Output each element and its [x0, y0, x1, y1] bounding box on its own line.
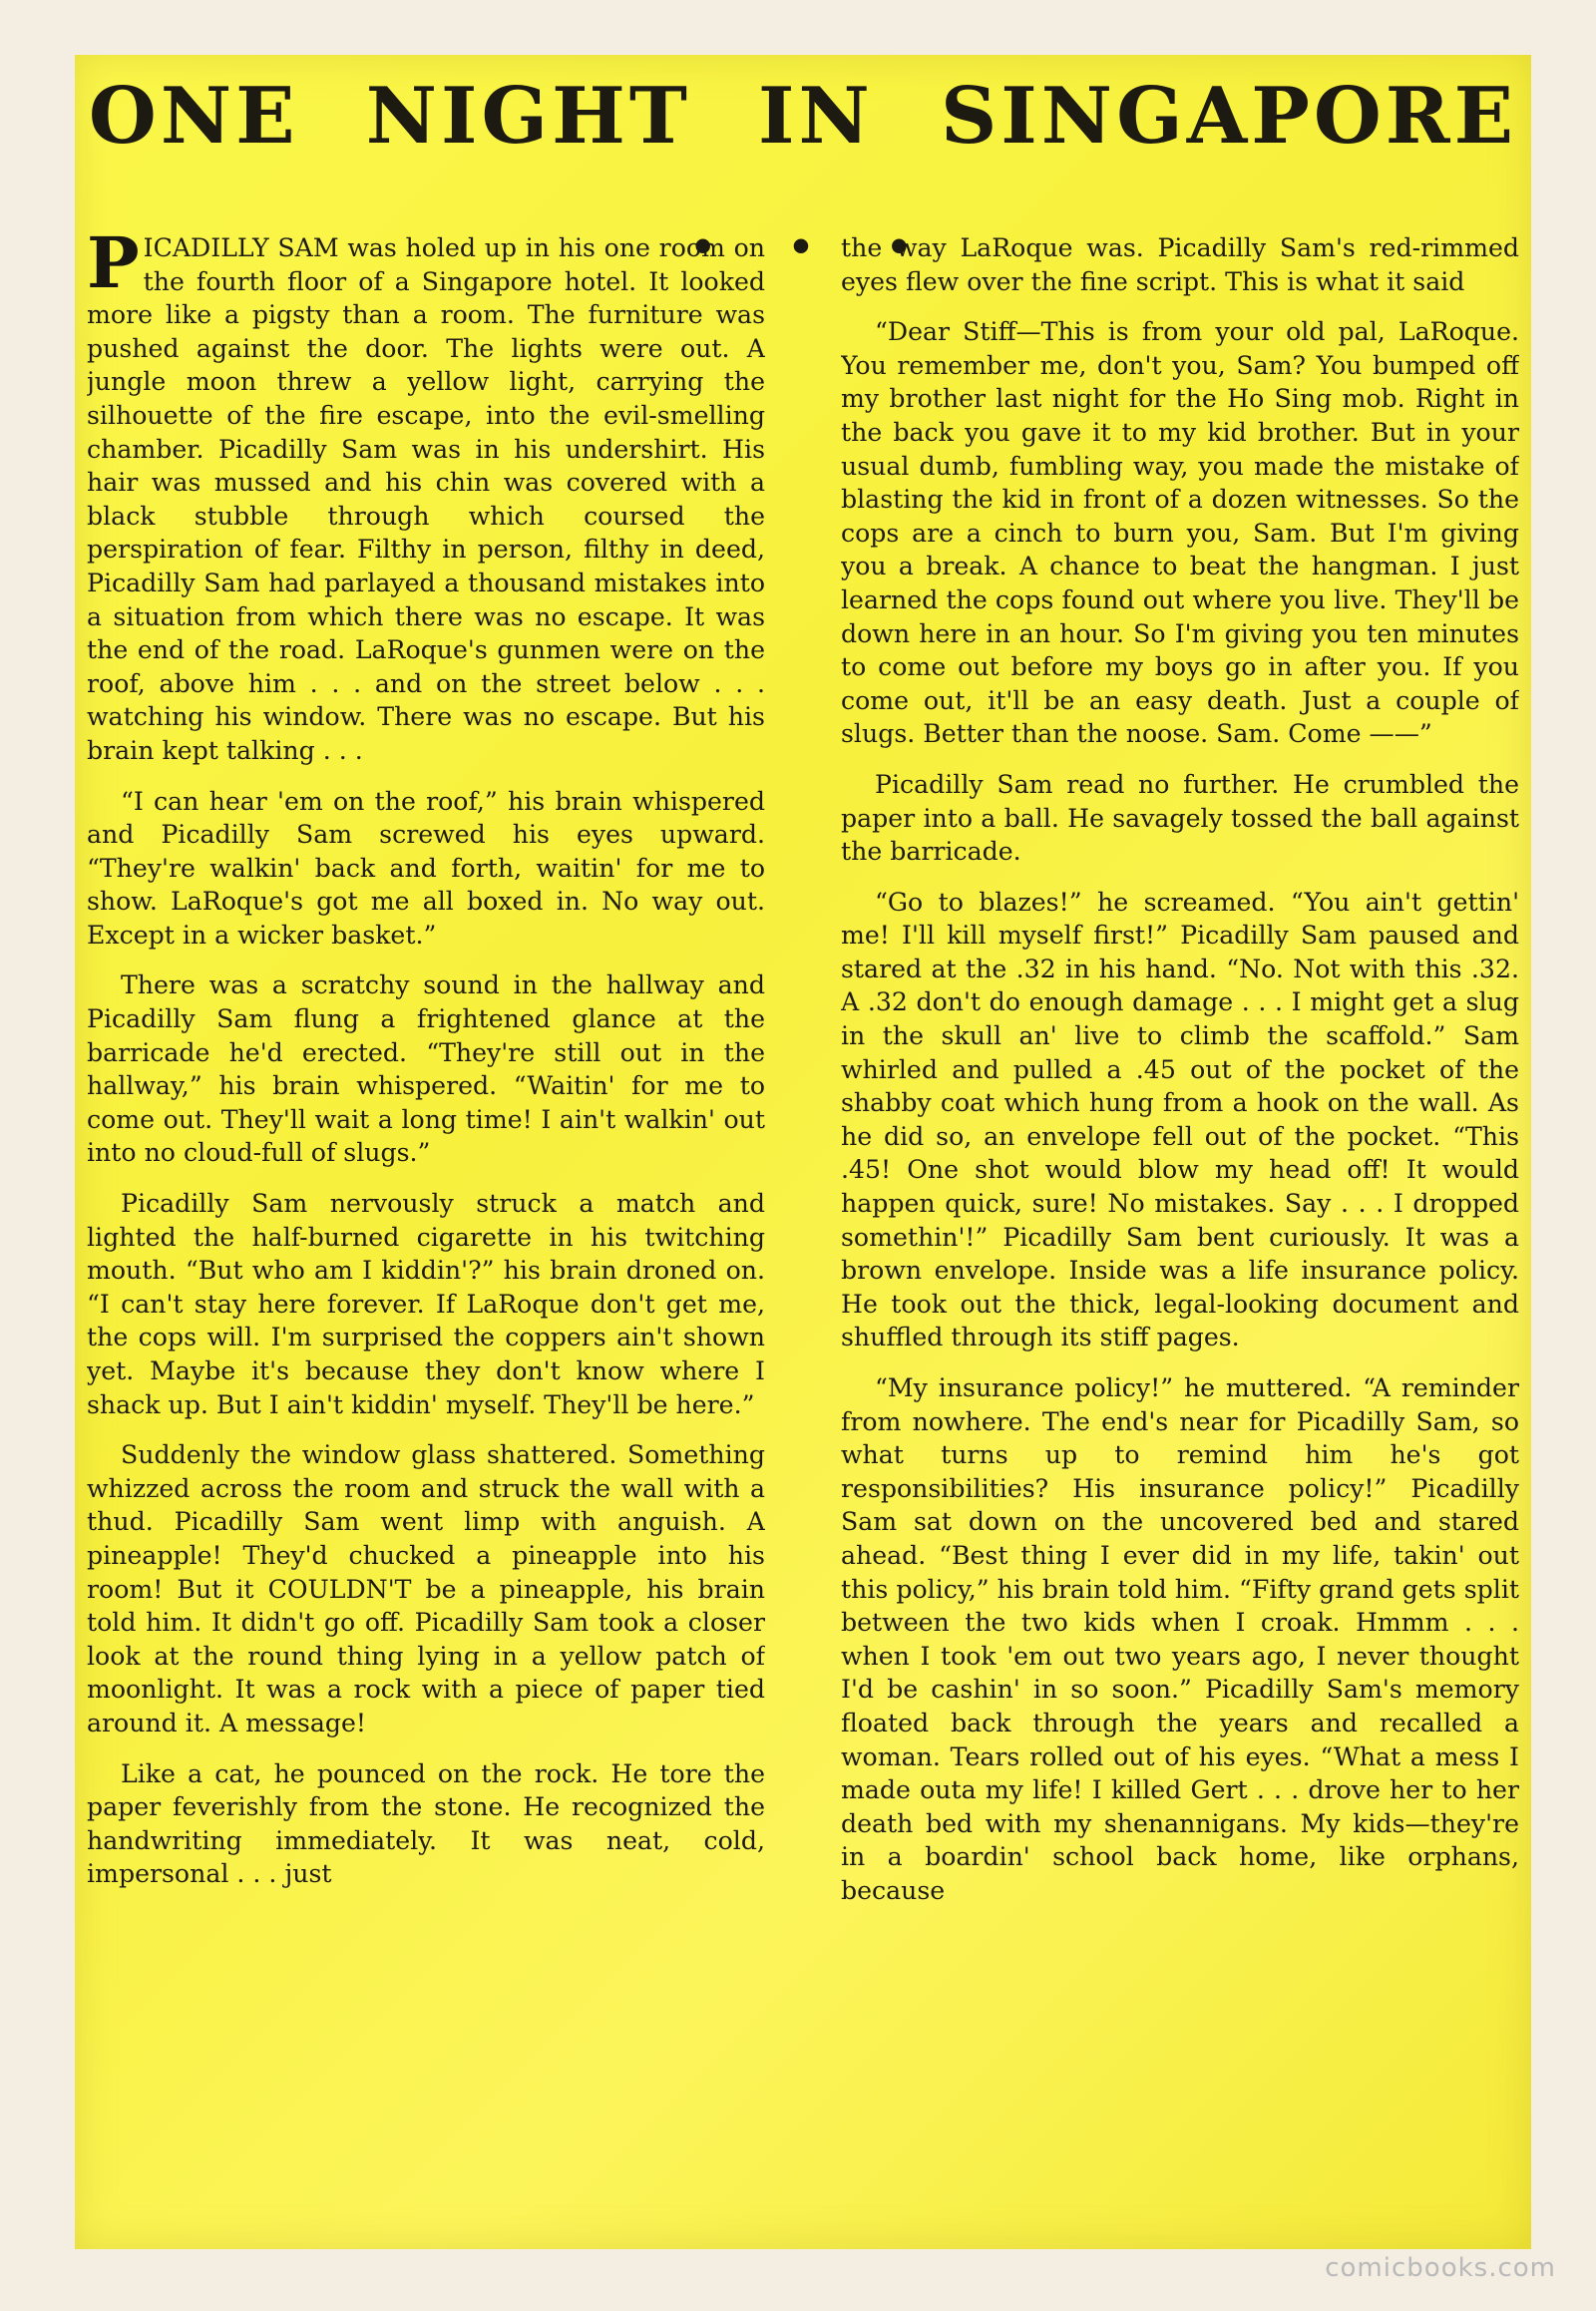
- paragraph: Suddenly the window glass shattered. Something whizzed across the room and struck the wall with a thud. Picadilly Sam went limp with anguish. A pineapple! They'd chucked a pineapple into his room! But it COULDN'T be a pineapple, his brain told him. It didn't go off. Picadilly Sam took a closer look at the round thing lying in a yellow patch of moonlight. It was a rock with a piece of paper tied around it. A message!: [87, 1440, 765, 1737]
- left-text-column: [87, 231, 765, 2226]
- site-watermark: comicbooks.com: [1325, 2253, 1556, 2283]
- paragraph: Like a cat, he pounced on the rock. He tore the paper feverishly from the stone. He recognized the handwriting immediately. It was neat, cold, impersonal . . . just: [87, 1758, 765, 1889]
- paragraph: [87, 231, 765, 768]
- drop-cap: P: [87, 231, 140, 304]
- paragraph: “Dear Stiff—This is from your old pal, LaRoque. You remember me, don't you, Sam? You bumped off my brother last night for the Ho Sing mob. Right in the back you gave it to my kid brother. But in your usual dumb, fumbling way, you made the mistake of blasting the kid in front of a dozen witnesses. So the cops are a cinch to burn you, Sam. But I'm giving you a break. A chance to beat the hangman. I just learned the cops found out where you live. They'll be down here in an hour. So I'm giving you ten minutes to come out before my boys go in after you. If you come out, it'll be an easy death. Just a couple of slugs. Better than the noose. Sam. Come ——”: [841, 317, 1519, 749]
- paragraph: Picadilly Sam nervously struck a match and lighted the half-burned cigarette in his twitching mouth. “But who am I kiddin'?” his brain droned on. “I can't stay here forever. If LaRoque don't get me, the cops will. I'm surprised the coppers ain't shown yet. Maybe it's because they don't know where I shack up. But I ain't kiddin' myself. They'll be here.”: [87, 1189, 765, 1419]
- paragraph-text: ICADILLY SAM was holed up in his one room on the fourth floor of a Singapore hotel. It looked more like a pigsty than a room. The furniture was pushed against the door. The lights were out. A jungle moon threw a yellow light, carrying the silhouette of the fire escape, into the evil-smelling chamber. Picadilly Sam was in his undershirt. His hair was mussed and his chin was covered with a black stubble through which coursed the perspiration of fear. Filthy in person, filthy in deed, Picadilly Sam had parlayed a thousand mistakes into a situation from which there was no escape. It was the end of the road. LaRoque's gunmen were on the roof, above him . . . and on the street below . . . watching his window. There was no escape. But his brain kept talking . . .: [87, 233, 765, 765]
- story-title: ONE NIGHT IN SINGAPORE . . .: [88, 71, 1518, 271]
- paragraph: Picadilly Sam read no further. He crumbled the paper into a ball. He savagely tossed the ball against the barricade.: [841, 769, 1519, 867]
- right-text-column: [841, 231, 1519, 2226]
- paragraph: “Go to blazes!” he screamed. “You ain't gettin' me! I'll kill myself first!” Picadilly Sam paused and stared at the .32 in his hand. “No. Not with this .32. A .32 don't do enough damage . . . I might get a slug in the skull an' live to climb the scaffold.” Sam whirled and pulled a .45 out of the pocket of the shabby coat which hung from a hook on the wall. As he did so, an envelope fell out of the pocket. “This .45! One shot would blow my head off! It would happen quick, sure! No mistakes. Say . . . I dropped somethin'!” Picadilly Sam bent curiously. It was a brown envelope. Inside was a life insurance policy. He took out the thick, legal-looking document and shuffled through its stiff pages.: [841, 887, 1519, 1352]
- paragraph: the way LaRoque was. Picadilly Sam's red-rimmed eyes flew over the fine script. This is what it said: [841, 233, 1519, 296]
- paragraph: There was a scratchy sound in the hallway and Picadilly Sam flung a frightened glance at the barricade he'd erected. “They're still out in the hallway,” his brain whispered. “Waitin' for me to come out. They'll wait a long time! I ain't walkin' out into no cloud-full of slugs.”: [87, 970, 765, 1168]
- paragraph: “I can hear 'em on the roof,” his brain whispered and Picadilly Sam screwed his eyes upward. “They're walkin' back and forth, waitin' for me to show. LaRoque's got me all boxed in. No way out. Except in a wicker basket.”: [87, 786, 765, 950]
- paragraph: “My insurance policy!” he muttered. “A reminder from nowhere. The end's near for Picadilly Sam, so what turns up to remind him he's got responsibilities? His insurance policy!” Picadilly Sam sat down on the uncovered bed and stared ahead. “Best thing I ever did in my life, takin' out this policy,” his brain told him. “Fifty grand gets split between the two kids when I croak. Hmmm . . . when I took 'em out two years ago, I never thought I'd be cashin' in so soon.” Picadilly Sam's memory floated back through the years and recalled a woman. Tears rolled out of his eyes. “What a mess I made outa my life! I killed Gert . . . drove her to her death bed with my shenannigans. My kids—they're in a boardin' school back home, like orphans, because: [841, 1373, 1519, 1905]
